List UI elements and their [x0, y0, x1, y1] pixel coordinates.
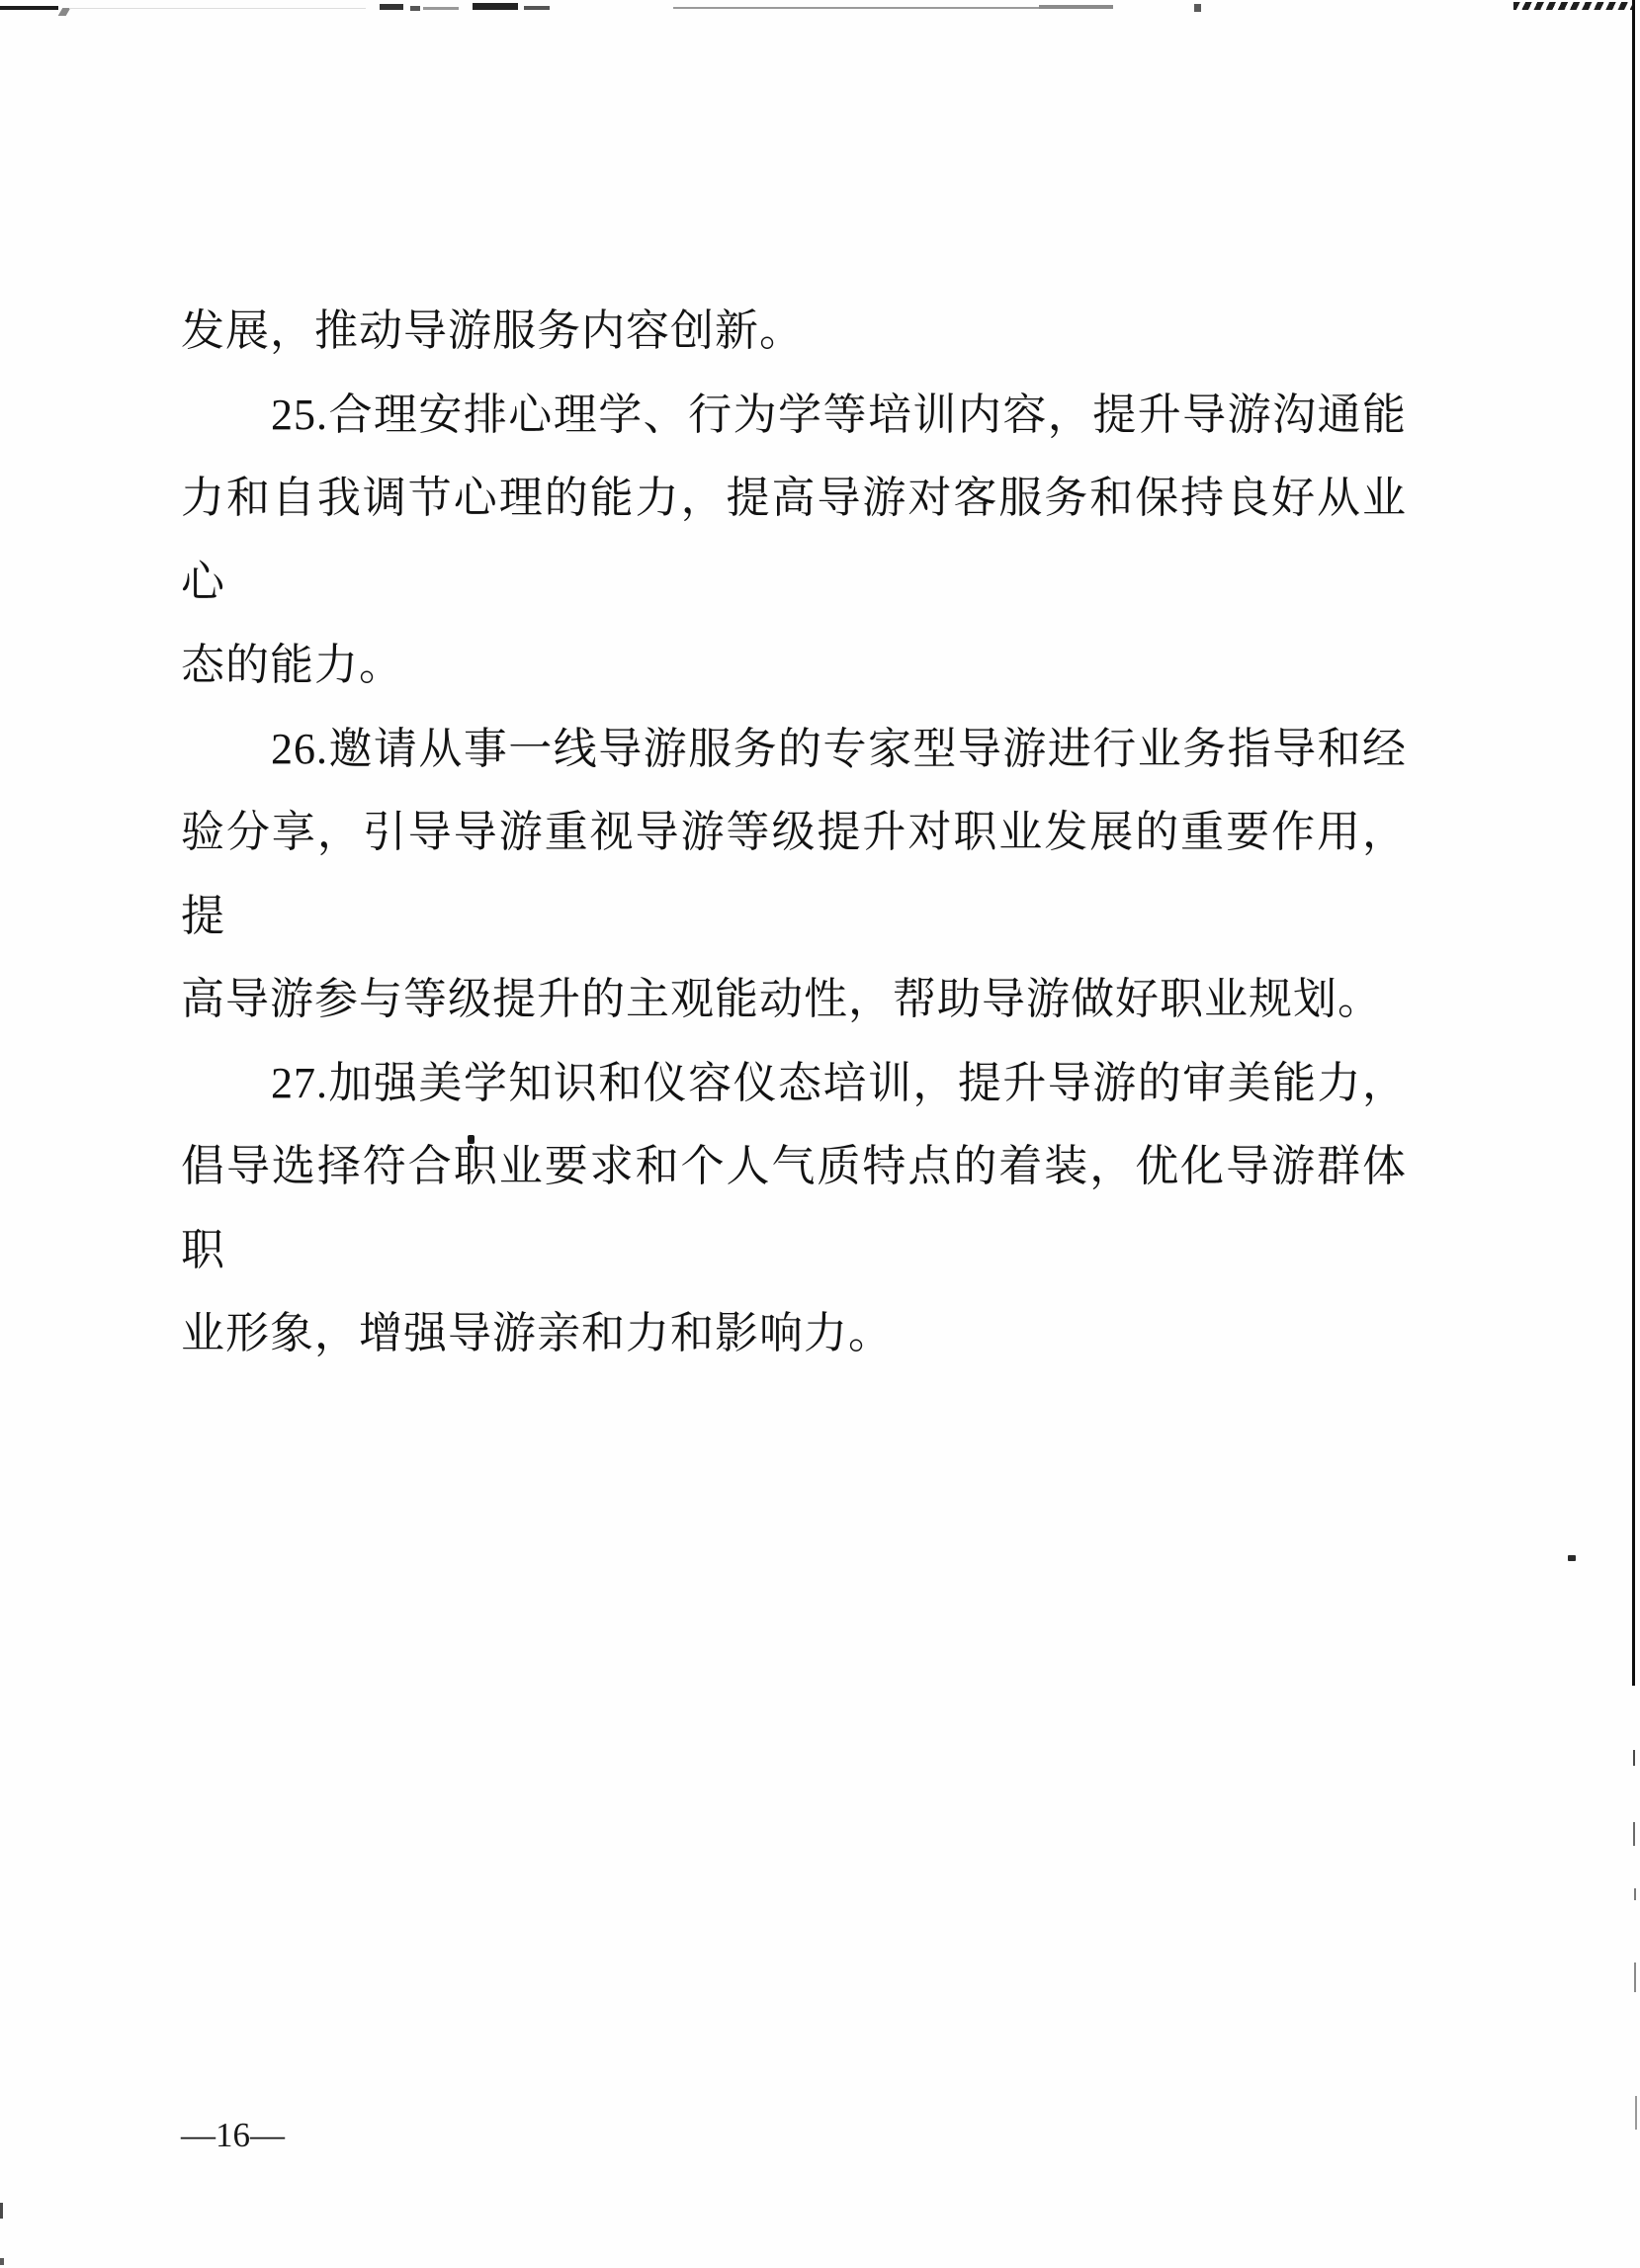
scan-speck [1568, 1555, 1576, 1561]
page-number: —16— [181, 2116, 285, 2154]
paragraph-line: 验分享，引导导游重视导游等级提升对职业发展的重要作用，提 [181, 808, 1407, 940]
paragraph-line: 高导游参与等级提升的主观能动性，帮助导游做好职业规划。 [181, 975, 1382, 1023]
scan-artifact-top-edge [524, 6, 550, 10]
scan-artifact-top-edge [380, 4, 403, 10]
document-body [181, 290, 1407, 1376]
paragraph-line: 业形象，增强导游亲和力和影响力。 [181, 1309, 893, 1357]
scan-artifact-right-edge [1634, 1888, 1636, 1900]
scan-artifact-top-edge [410, 6, 420, 11]
scan-artifact-top-edge [58, 8, 71, 16]
paragraph-line: 力和自我调节心理的能力，提高导游对客服务和保持良好从业心 [181, 474, 1407, 606]
scan-artifact-right-edge [1633, 1750, 1635, 1766]
scan-artifact-right-edge [1635, 2096, 1637, 2130]
scan-artifact-right-edge [1632, 0, 1635, 1686]
scan-artifact-top-edge [673, 7, 1041, 9]
scan-artifact-top-edge [473, 3, 518, 10]
scan-artifact-left-edge [0, 2203, 3, 2219]
scan-artifact-right-edge [1634, 1963, 1636, 1992]
scan-artifact-right-edge [1633, 1822, 1635, 1846]
scan-artifact-top-edge [0, 6, 58, 10]
paragraph-line: 发展，推动导游服务内容创新。 [181, 306, 804, 355]
scan-artifact-left-edge [0, 2258, 4, 2265]
paragraph-line: 25.合理安排心理学、行为学等培训内容，提升导游沟通能 [271, 390, 1407, 439]
scan-artifact-top-edge [1513, 2, 1634, 10]
paragraph-line: 倡导选择符合职业要求和个人气质特点的着装，优化导游群体职 [181, 1142, 1407, 1274]
paragraph-line: 态的能力。 [181, 641, 403, 689]
scan-artifact-top-edge [1039, 5, 1113, 9]
scan-artifact-top-edge [423, 7, 459, 10]
paragraph-line: 26.邀请从事一线导游服务的专家型导游进行业务指导和经 [271, 724, 1407, 773]
scan-artifact-top-edge [1194, 4, 1201, 12]
paragraph-line: 27.加强美学知识和仪容仪态培训，提升导游的审美能力， [271, 1058, 1407, 1107]
scan-artifact-top-edge [69, 8, 366, 9]
